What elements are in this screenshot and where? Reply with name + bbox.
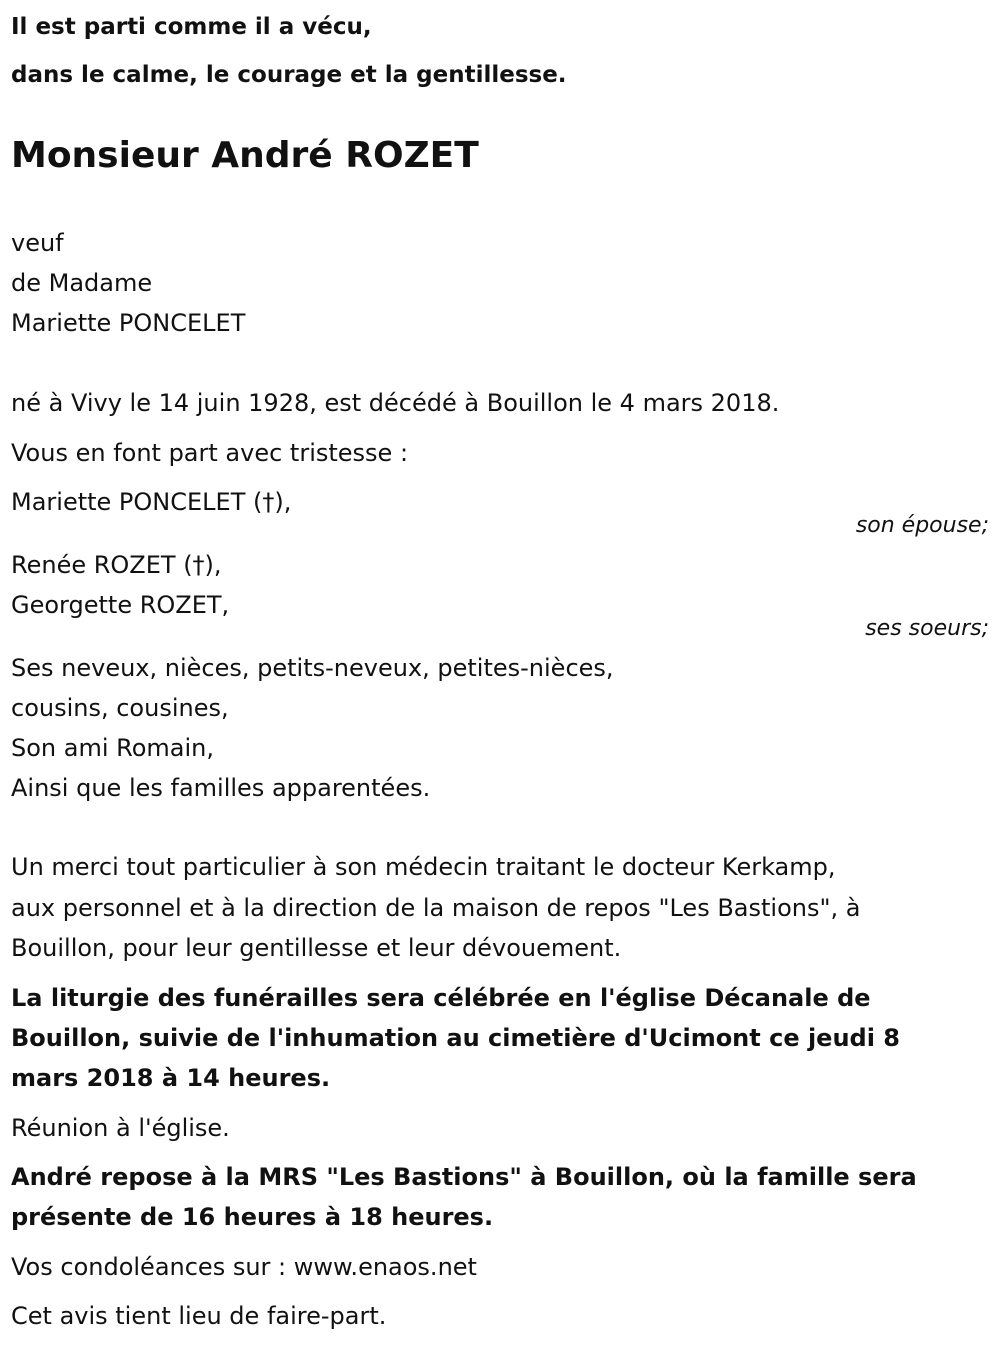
closing-note: Cet avis tient lieu de faire-part. bbox=[11, 1302, 387, 1330]
spouse-line-3: Mariette PONCELET bbox=[11, 309, 246, 337]
thanks-line-3: Bouillon, pour leur gentillesse et leur dévouement. bbox=[11, 934, 622, 962]
announcement-intro: Vous en font part avec tristesse : bbox=[11, 439, 409, 467]
deceased-name: Monsieur André ROZET bbox=[11, 135, 479, 176]
family-spouse-entry: Mariette PONCELET (†), bbox=[11, 488, 292, 516]
funeral-line-3: mars 2018 à 14 heures. bbox=[11, 1064, 331, 1092]
funeral-line-2: Bouillon, suivie de l'inhumation au cimetière d'Ucimont ce jeudi 8 bbox=[11, 1024, 901, 1052]
meeting-note: Réunion à l'église. bbox=[11, 1114, 230, 1142]
family-others-1: Ses neveux, nièces, petits-neveux, petites-nièces, bbox=[11, 654, 614, 682]
spouse-line-2: de Madame bbox=[11, 269, 153, 297]
visitation-line-1: André repose à la MRS "Les Bastions" à Bouillon, où la famille sera bbox=[11, 1163, 917, 1191]
family-sister-2: Georgette ROZET, bbox=[11, 591, 230, 619]
family-others-2: cousins, cousines, bbox=[11, 694, 229, 722]
thanks-line-1: Un merci tout particulier à son médecin traitant le docteur Kerkamp, bbox=[11, 853, 836, 881]
family-others-3: Son ami Romain, bbox=[11, 734, 215, 762]
funeral-line-1: La liturgie des funérailles sera célébrée en l'église Décanale de bbox=[11, 984, 871, 1012]
family-sister-1: Renée ROZET (†), bbox=[11, 551, 222, 579]
spouse-line-1: veuf bbox=[11, 229, 64, 257]
thanks-line-2: aux personnel et à la direction de la maison de repos "Les Bastions", à bbox=[11, 894, 861, 922]
birth-death-statement: né à Vivy le 14 juin 1928, est décédé à Bouillon le 4 mars 2018. bbox=[11, 389, 780, 417]
family-sisters-role: ses soeurs; bbox=[865, 616, 989, 641]
epigraph-line-2: dans le calme, le courage et la gentillesse. bbox=[11, 62, 567, 88]
visitation-line-2: présente de 16 heures à 18 heures. bbox=[11, 1203, 494, 1231]
epigraph-line-1: Il est parti comme il a vécu, bbox=[11, 14, 372, 40]
family-others-4: Ainsi que les familles apparentées. bbox=[11, 774, 431, 802]
condolences-link: Vos condoléances sur : www.enaos.net bbox=[11, 1253, 477, 1281]
family-spouse-role: son épouse; bbox=[855, 513, 989, 538]
